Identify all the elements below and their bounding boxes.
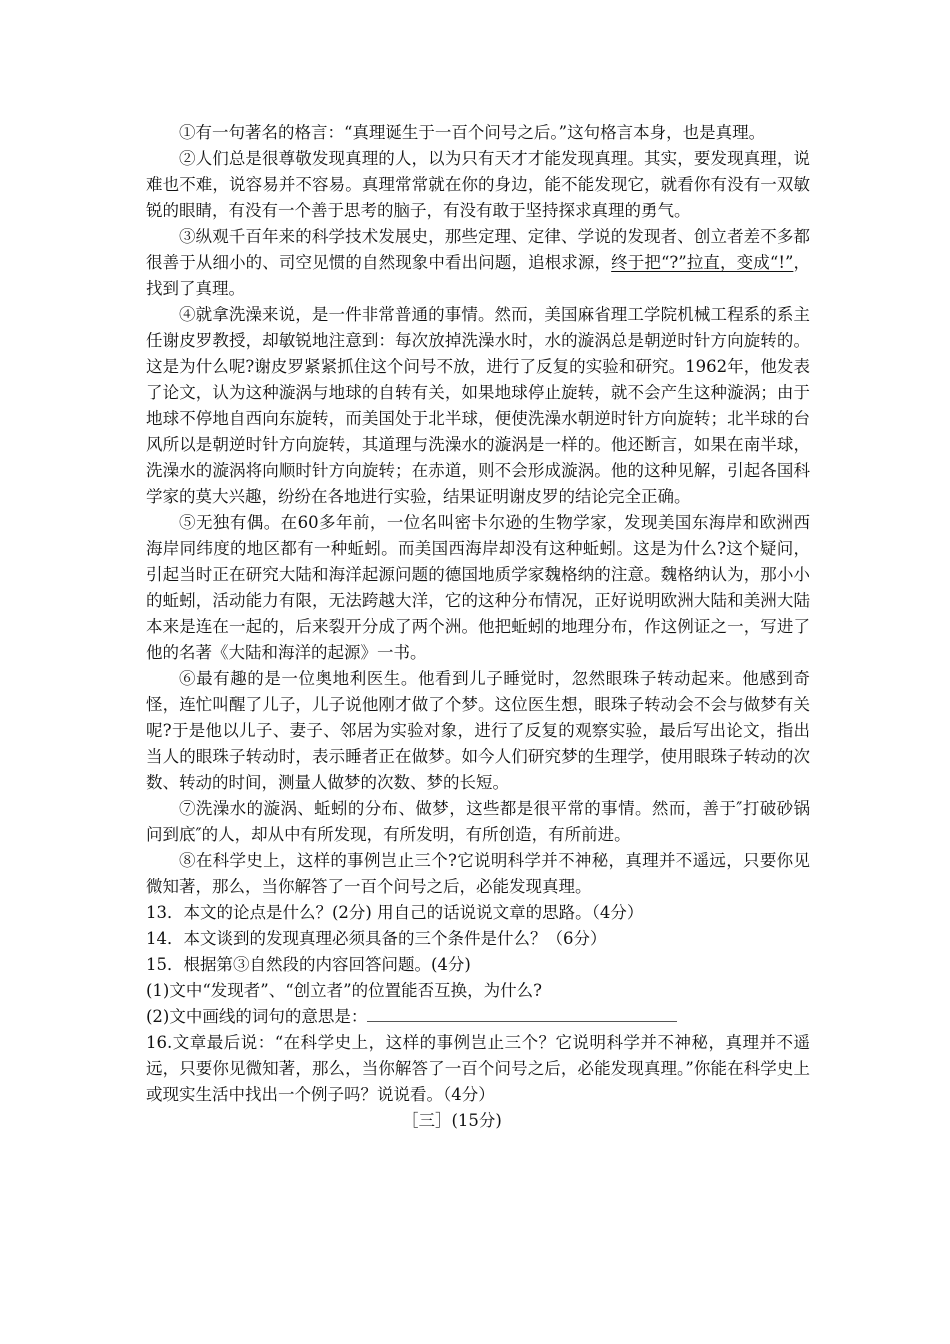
question-14: 14．本文谈到的发现真理必须具备的三个条件是什么？（6分） bbox=[146, 929, 607, 948]
section-heading-3: ［三］(15分) bbox=[402, 1111, 502, 1130]
answer-blank-line bbox=[367, 1007, 677, 1022]
question-15-part-1: (1)文中“发现者”、“创立者”的位置能否互换，为什么? bbox=[146, 981, 542, 1000]
question-15: 15．根据第③自然段的内容回答问题。(4分) bbox=[146, 955, 471, 974]
question-13: 13．本文的论点是什么？(2分) 用自己的话说说文章的思路。（4分） bbox=[146, 903, 644, 922]
paragraph-7: ⑦洗澡水的漩涡、蚯蚓的分布、做梦，这些都是很平常的事情。然而，善于″打破砂锅问到底″的人，却从中有所发现，有所发明，有所创造，有所前进。 bbox=[146, 799, 810, 844]
paragraph-6: ⑥最有趣的是一位奥地利医生。他看到儿子睡觉时，忽然眼珠子转动起来。他感到奇怪，连忙叫醒了儿子，儿子说他刚才做了个梦。这位医生想，眼珠子转动会不会与做梦有关呢?于是他以儿子、妻子、邻居为实验对象，进行了反复的观察实验，最后写出论文，指出当人的眼珠子转动时，表示睡者正在做梦。如今人们研究梦的生理学，使用眼珠子转动的次数、转动的时间，测量人做梦的次数、梦的长短。 bbox=[146, 669, 810, 792]
question-16: 16.文章最后说：“在科学史上，这样的事例岂止三个？它说明科学并不神秘，真理并不遥远，只要你见微知著，那么，当你解答了一百个问号之后，必能发现真理。”你能在科学史上或现实生活中找出一个例子吗？说说看。（4分） bbox=[146, 1033, 810, 1104]
paragraph-8: ⑧在科学史上，这样的事例岂止三个?它说明科学并不神秘，真理并不遥远，只要你见微知著，那么，当你解答了一百个问号之后，必能发现真理。 bbox=[146, 851, 810, 896]
paragraph-3-underlined-phrase: 终于把“?”拉直，变成“!” bbox=[611, 253, 794, 272]
paragraph-4: ④就拿洗澡来说，是一件非常普通的事情。然而，美国麻省理工学院机械工程系的系主任谢皮罗教授，却敏锐地注意到：每次放掉洗澡水时，水的漩涡总是朝逆时针方向旋转的。这是为什么呢?谢皮罗紧紧抓住这个问号不放，进行了反复的实验和研究。1962年，他发表了论文，认为这种漩涡与地球的自转有关，如果地球停止旋转，就不会产生这种漩涡；由于地球不停地自西向东旋转，而美国处于北半球，便使洗澡水朝逆时针方向旋转；北半球的台风所以是朝逆时针方向旋转，其道理与洗澡水的漩涡是一样的。他还断言，如果在南半球，洗澡水的漩涡将向顺时针方向旋转；在赤道，则不会形成漩涡。他的这种见解，引起各国科学家的莫大兴趣，纷纷在各地进行实验，结果证明谢皮罗的结论完全正确。 bbox=[146, 305, 810, 506]
paragraph-3-text-b: ，找到了真理。 bbox=[146, 253, 811, 298]
question-15-part-2-label: (2)文中画线的词句的意思是： bbox=[146, 1007, 368, 1026]
paragraph-1: ①有一句著名的格言：“真理诞生于一百个问号之后。”这句格言本身，也是真理。 bbox=[179, 123, 766, 142]
question-15-part-2 bbox=[146, 1004, 810, 1030]
document-page bbox=[146, 120, 810, 1134]
paragraph-3-text-a: ③纵观千百年来的科学技术发展史，那些定理、定律、学说的发现者、创立者差不多都很善于从细小的、司空见惯的自然现象中看出问题，追根求源， bbox=[146, 227, 810, 272]
paragraph-2: ②人们总是很尊敬发现真理的人，以为只有天才才能发现真理。其实，要发现真理，说难也不难，说容易并不容易。真理常常就在你的身边，能不能发现它，就看你有没有一双敏锐的眼睛，有没有一个善于思考的脑子，有没有敢于坚持探求真理的勇气。 bbox=[146, 149, 810, 220]
paragraph-3 bbox=[146, 224, 810, 302]
paragraph-5: ⑤无独有偶。在60多年前，一位名叫密卡尔逊的生物学家，发现美国东海岸和欧洲西海岸同纬度的地区都有一种蚯蚓。而美国西海岸却没有这种蚯蚓。这是为什么?这个疑问，引起当时正在研究大陆和海洋起源问题的德国地质学家魏格纳的注意。魏格纳认为，那小小的蚯蚓，活动能力有限，无法跨越大洋，它的这种分布情况，正好说明欧洲大陆和美洲大陆本来是连在一起的，后来裂开分成了两个洲。他把蚯蚓的地理分布，作这例证之一，写进了他的名著《大陆和海洋的起源》一书。 bbox=[146, 513, 810, 662]
